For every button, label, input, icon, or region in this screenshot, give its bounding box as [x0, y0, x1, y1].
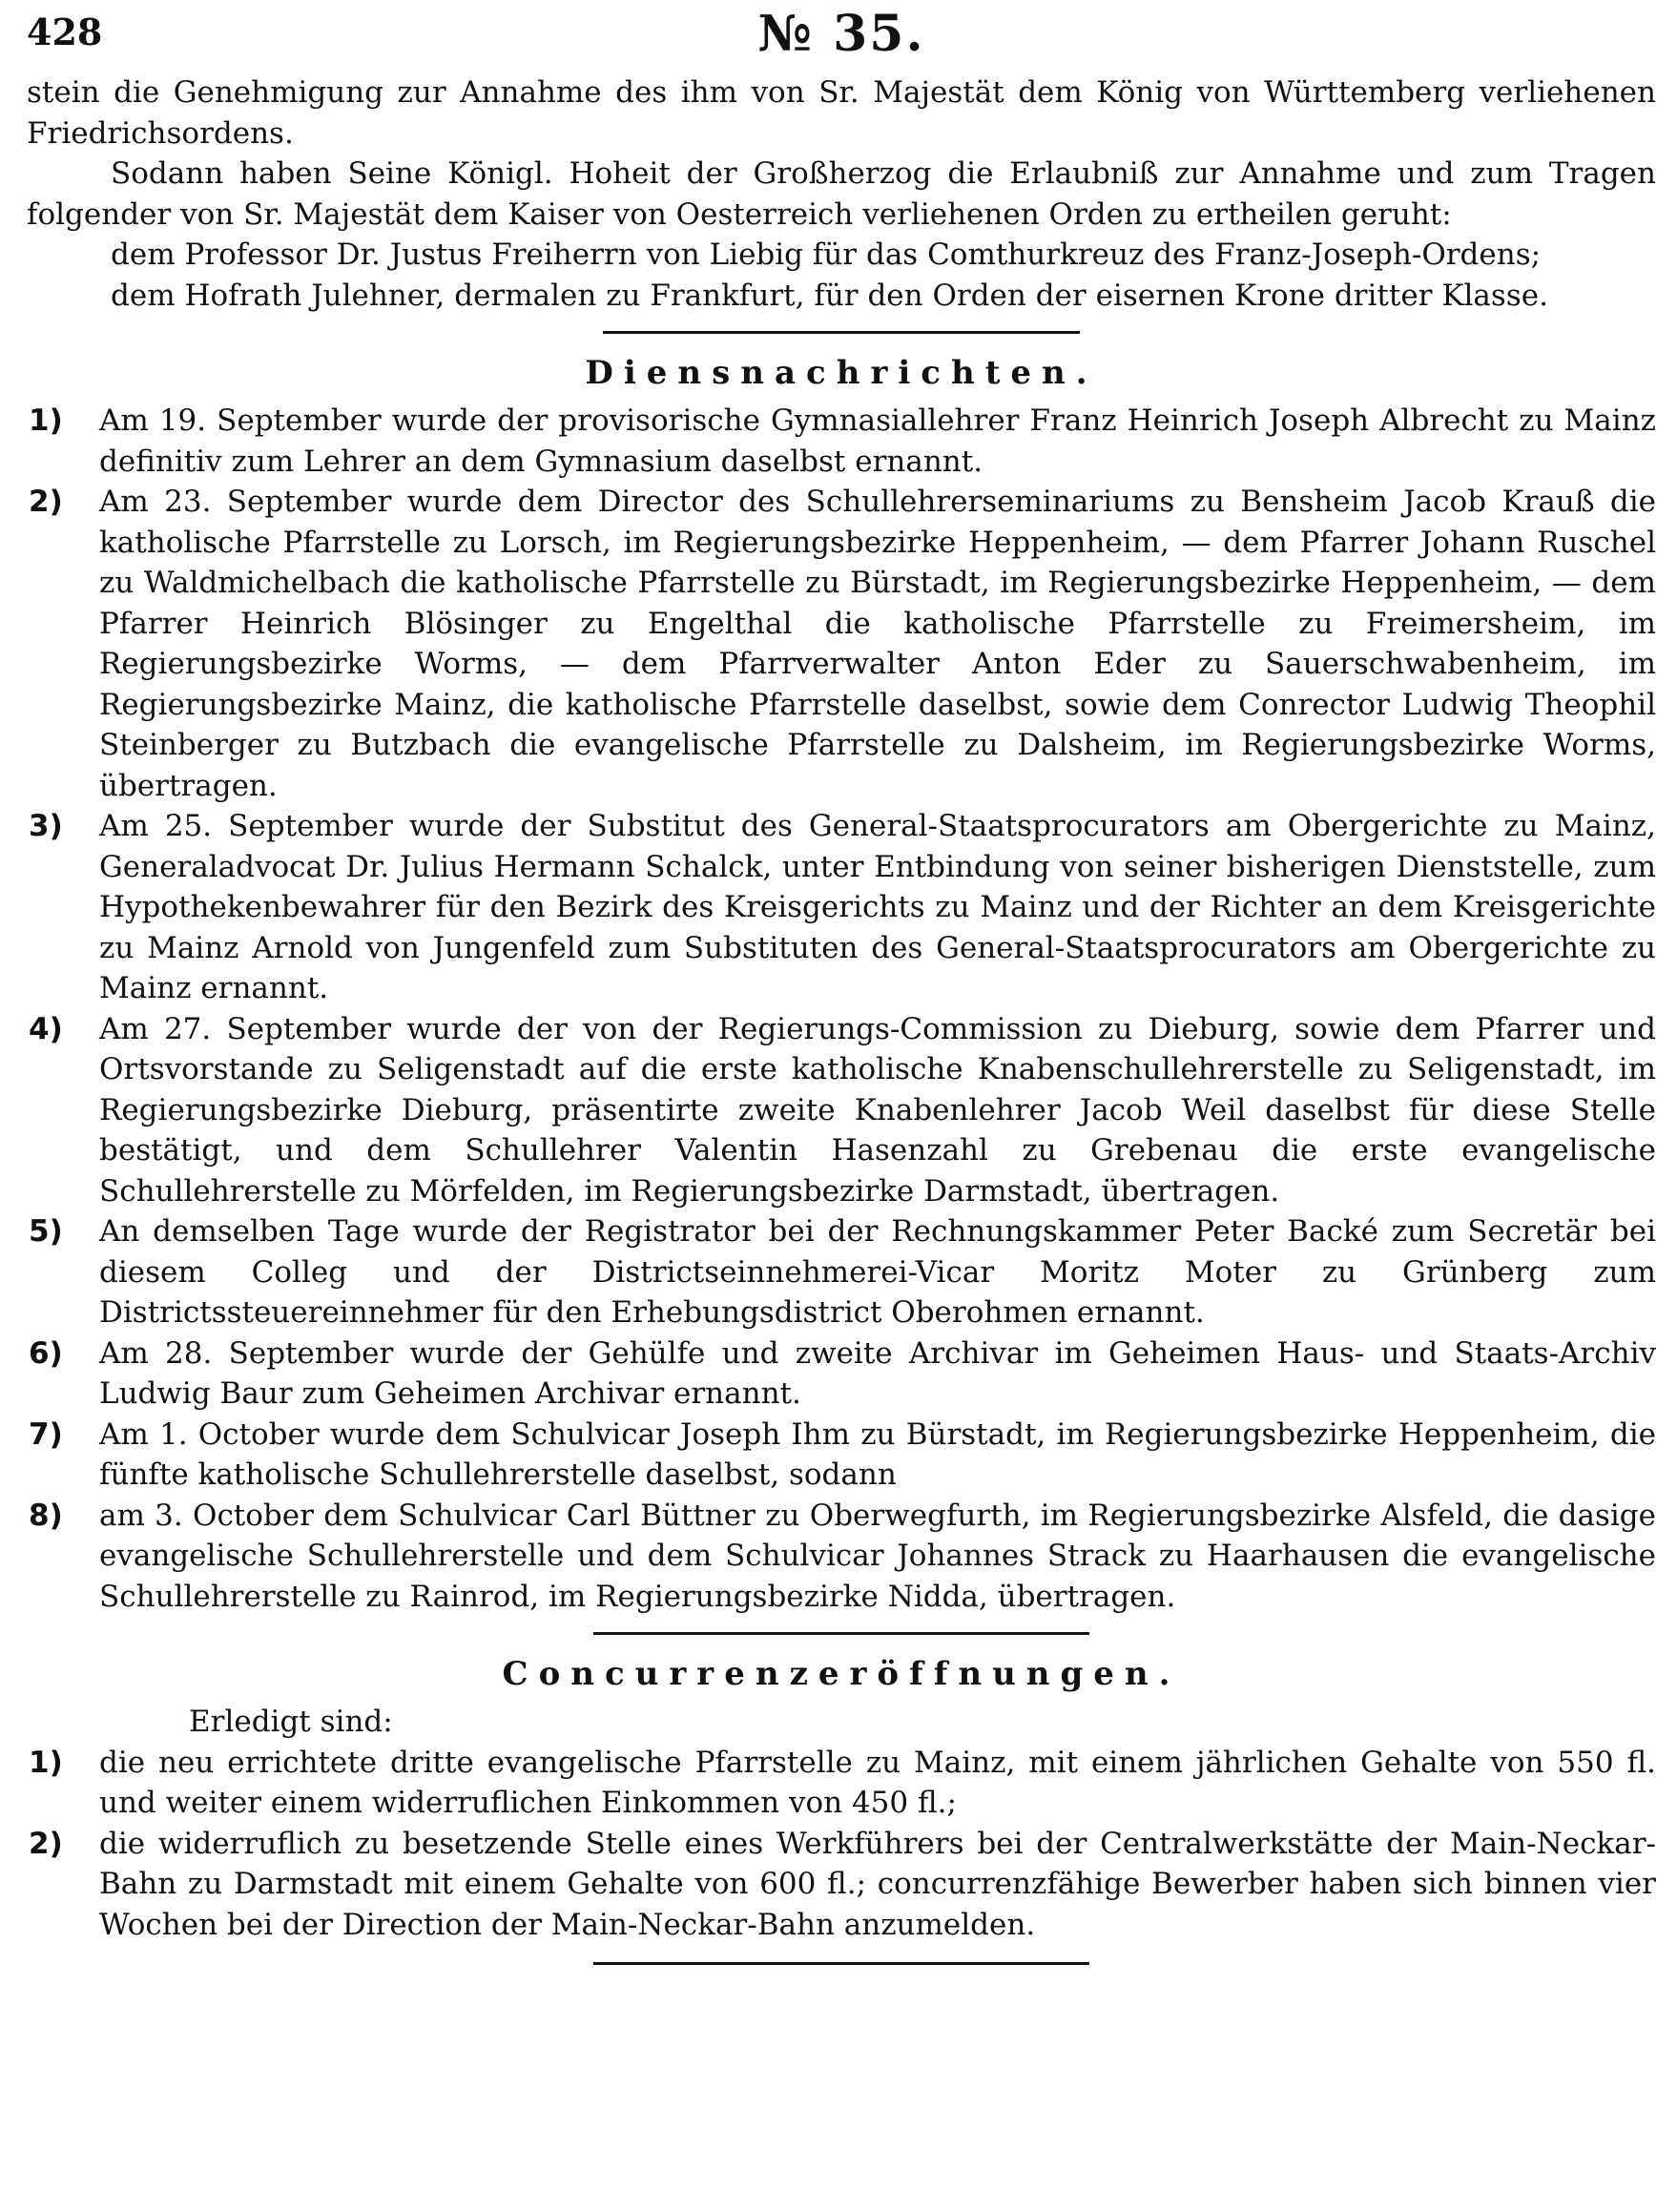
issue-number: № 35. [757, 5, 925, 63]
item-number: 8) [29, 1498, 63, 1533]
list-item [27, 401, 1656, 482]
item-number: 7) [29, 1416, 63, 1452]
list-item [27, 1496, 1656, 1618]
item-number: 2) [29, 1826, 63, 1861]
section-heading-dienstnachrichten: Diensnachrichten. [585, 354, 1098, 392]
item-number: 3) [29, 809, 63, 843]
list-item [27, 806, 1656, 1009]
item-text: die widerruflich zu besetzende Stelle eines Werkführers bei der Centralwerkstätte der Main-Neckar-Bahn zu Darmstadt mit einem Gehalte von 600 fl.; concurrenzfähige Bewerber haben sich binnen vier Wochen bei der Direction der Main-Neckar-Bahn anzumelden. [99, 1826, 1656, 1942]
list-item [27, 482, 1656, 806]
list-item [27, 1211, 1656, 1333]
item-number: 2) [29, 485, 63, 519]
page-header [27, 5, 1656, 72]
item-number: 4) [29, 1011, 63, 1046]
section-divider [593, 1962, 1089, 1965]
section-divider [603, 331, 1080, 334]
vacancies-lead: Erledigt sind: [189, 1705, 393, 1739]
award-list [27, 235, 1656, 316]
item-number: 5) [29, 1214, 63, 1249]
dienstnachrichten-list [27, 401, 1656, 1617]
award-entry: dem Hofrath Julehner, dermalen zu Frankfurt, für den Orden der eisernen Krone dritter Klasse. [111, 278, 1548, 313]
item-text: Am 28. September wurde der Gehülfe und zweite Archivar im Geheimen Haus- und Staats-Archiv Ludwig Baur zum Geheimen Archivar ernannt. [99, 1335, 1656, 1411]
award-permission-paragraph: Sodann haben Seine Königl. Hoheit der Großherzog die Erlaubniß zur Annahme und zum Tragen folgender von Sr. Majestät dem Kaiser von Oesterreich verliehenen Orden zu ertheilen geruht: [27, 156, 1656, 232]
item-text: Am 25. September wurde der Substitut des General-Staatsprocurators am Obergerichte zu Mainz, Generaladvocat Dr. Julius Hermann Schalck, unter Entbindung von seiner bisherigen Dienststelle, zum Hypothekenbewahrer für den Bezirk des Kreisgerichts zu Mainz und der Richter an dem Kreisgerichte zu Mainz Arnold von Jungenfeld zum Substituten des General-Staatsprocurators am Obergerichte zu Mainz ernannt. [99, 809, 1656, 1005]
item-text: am 3. October dem Schulvicar Carl Büttner zu Oberwegfurth, im Regierungsbezirke Alsfeld, die dasige evangelische Schullehrerstelle und dem Schulvicar Johannes Strack zu Haarhausen die evangelische Schullehrerstelle zu Rainrod, im Regierungsbezirke Nidda, übertragen. [99, 1498, 1656, 1614]
item-text: Am 19. September wurde der provisorische Gymnasiallehrer Franz Heinrich Joseph Albrecht zu Mainz definitiv zum Lehrer an dem Gymnasium daselbst ernannt. [99, 403, 1656, 479]
section-divider [593, 1632, 1089, 1635]
list-item [27, 1415, 1656, 1496]
item-text: Am 23. September wurde dem Director des Schullehrerseminariums zu Bensheim Jacob Krauß die katholische Pfarrstelle zu Lorsch, im Regierungsbezirke Heppenheim, — dem Pfarrer Johann Ruschel zu Waldmichelbach die katholische Pfarrstelle zu Bürstadt, im Regierungsbezirke Heppenheim, — dem Pfarrer Heinrich Blösinger zu Engelthal die katholische Pfarrstelle zu Freimersheim, im Regierungsbezirke Worms, — dem Pfarrverwalter Anton Eder zu Sauerschwabenheim, im Regierungsbezirke Mainz, die katholische Pfarrstelle daselbst, sowie dem Conrector Ludwig Theophil Steinberger zu Butzbach die evangelische Pfarrstelle zu Dalsheim, im Regierungsbezirke Worms, übertragen. [99, 485, 1656, 803]
item-text: An demselben Tage wurde der Registrator bei der Rechnungskammer Peter Backé zum Secretär bei diesem Colleg und der Districtseinnehmerei-Vicar Moritz Moter zu Grünberg zum Districtssteuereinnehmer für den Erhebungsdistrict Oberohmen ernannt. [99, 1214, 1656, 1330]
list-item [27, 1333, 1656, 1415]
vacancies-list [27, 1743, 1656, 1946]
section-heading-concurrenz: Concurrenzeröffnungen. [502, 1655, 1181, 1693]
list-item [27, 1824, 1656, 1946]
item-text: Am 1. October wurde dem Schulvicar Joseph Ihm zu Bürstadt, im Regierungsbezirke Heppenheim, die fünfte katholische Schullehrerstelle daselbst, sodann [99, 1416, 1656, 1492]
item-text: die neu errichtete dritte evangelische Pfarrstelle zu Mainz, mit einem jährlichen Gehalte von 550 fl. und weiter einem widerruflichen Einkommen von 450 fl.; [99, 1745, 1656, 1820]
list-item [27, 1009, 1656, 1212]
item-number: 1) [29, 1745, 63, 1780]
award-entry: dem Professor Dr. Justus Freiherrn von Liebig für das Comthurkreuz des Franz-Joseph-Ordens; [111, 238, 1542, 272]
item-number: 6) [29, 1335, 63, 1371]
item-number: 1) [29, 403, 63, 438]
continuation-paragraph: stein die Genehmigung zur Annahme des ihm von Sr. Majestät dem König von Württemberg verliehenen Friedrichsordens. [27, 75, 1656, 151]
list-item [27, 1743, 1656, 1824]
page-number: 428 [27, 10, 103, 53]
item-text: Am 27. September wurde der von der Regierungs-Commission zu Dieburg, sowie dem Pfarrer und Ortsvorstande zu Seligenstadt auf die erste katholische Knabenschullehrerstelle zu Seligenstadt, im Regierungsbezirke Dieburg, präsentirte zweite Knabenlehrer Jacob Weil daselbst für diese Stelle bestätigt, und dem Schullehrer Valentin Hasenzahl zu Grebenau die erste evangelische Schullehrerstelle zu Mörfelden, im Regierungsbezirke Darmstadt, übertragen. [99, 1011, 1656, 1209]
